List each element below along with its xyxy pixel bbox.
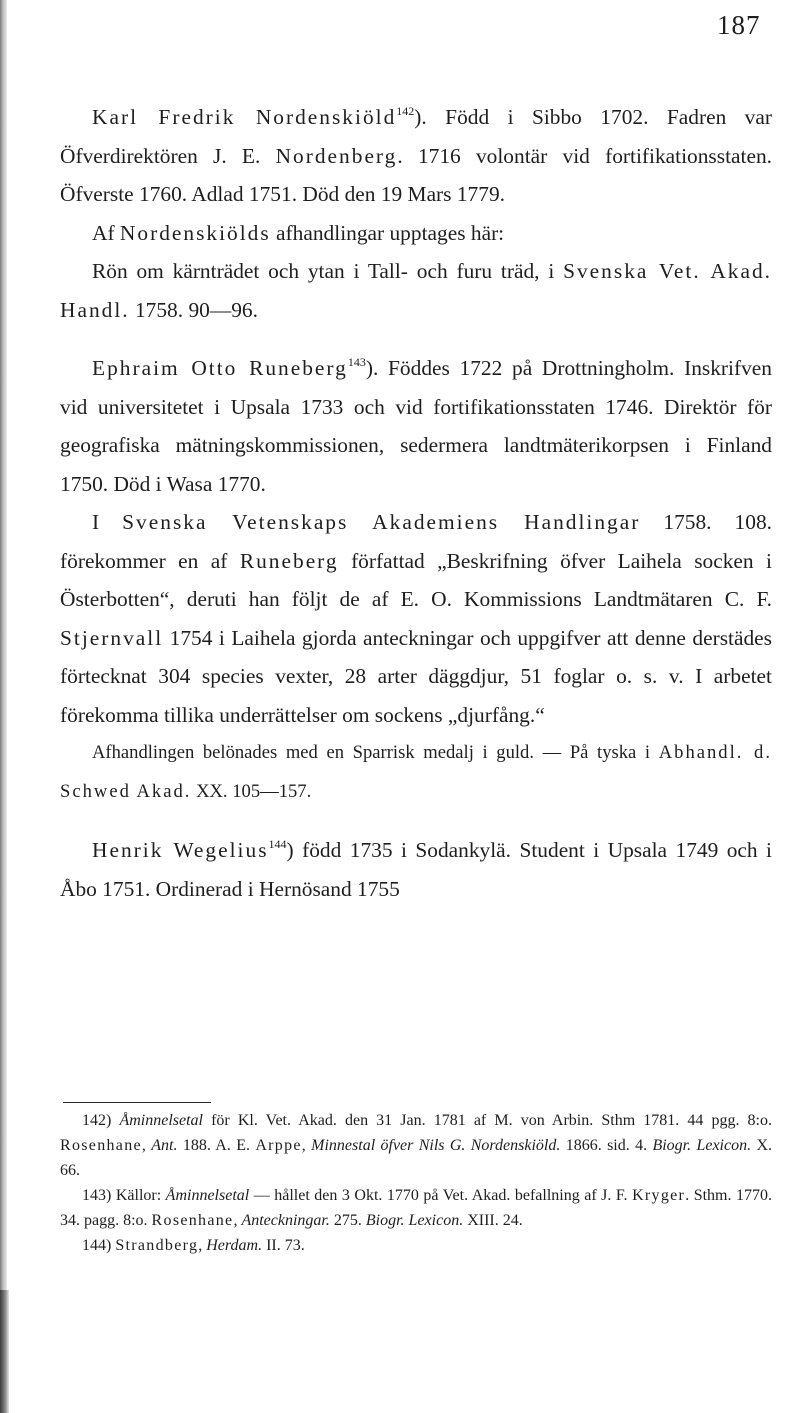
person-name: Nordenskiölds xyxy=(119,220,271,245)
footnote-142: 142) Åminnelsetal för Kl. Vet. Akad. den 31 Jan. 1781 af M. von Arbin. Sthm 1781. 44 pgg. 8:o. Rosenhane, Ant. 188. A. E. Arppe, Minnestal öfver Nils G. Nordenskiöld. 1866. sid. 4. Biogr. Lexicon. X. 66. xyxy=(60,1112,773,1179)
entry-runeberg: Ephraim Otto Runeberg$^{143}$). Föddes 1722 på Drottningholm. Inskrifven vid universitetet i Upsala 1733 och vid fortifikationsstaten 1746. Direktör för geografiska mätningskommissionen, sedermera landtmäterikorpsen i Finland 1750. Död i Wasa 1770. xyxy=(60,355,772,496)
footnote-number: 144) xyxy=(82,1237,112,1254)
entry-nordenskiold: Karl Fredrik Nordenskiöld$^{142}$). Född i Sibbo 1702. Fadren var Öfverdirektören J. E. Nordenberg. 1716 volontär vid fortifikationsstaten. Öfverste 1760. Adlad 1751. Död den 19 Mars 1779. xyxy=(60,104,772,206)
footnote-ref: 143 xyxy=(347,355,366,369)
book-spine-shadow-lower xyxy=(0,1290,9,1413)
person-name: Runeberg xyxy=(239,548,339,573)
person-name: Stjernvall xyxy=(60,625,164,650)
page-number: 187 xyxy=(717,10,761,40)
footnote-ref: 144 xyxy=(268,837,287,851)
runeberg-works: I Svenska Vetenskaps Akademiens Handlingar 1758. 108. förekommer en af Runeberg författad „Beskrifning öfver Laihela socken i Österbotten“, deruti han följt de af E. O. Kommissions Landtmätaren C. F. Stjernvall 1754 i Laihela gjorda anteckningar och uppgifver att denne derstädes förtecknat 304 species vexter, 28 arter däggdjur, 51 foglar o. s. v. I arbetet förekomma tillika underrättelser om sockens „djurfång.“ xyxy=(60,510,772,727)
journal-title: Abhandl. d. Schwed Akad. xyxy=(60,742,772,802)
work-entry: Rön om kärnträdet och ytan i Tall- och furu träd, i Svenska Vet. Akad. Handl. 1758. 90—96. xyxy=(60,259,772,322)
footnote-divider xyxy=(63,1102,211,1103)
footnote-143: 143) Källor: Åminnelsetal — hållet den 3 Okt. 1770 på Vet. Akad. befallning af J. F. Kryger. Sthm. 1770. 34. pagg. 8:o. Rosenhane, Anteckningar. 275. Biogr. Lexicon. XIII. 24. xyxy=(60,1187,772,1229)
footnote-number: 143) xyxy=(82,1187,112,1204)
footnote-number: 142) xyxy=(82,1112,112,1129)
person-name: Nordenberg xyxy=(275,143,398,168)
person-name: Ephraim Otto Runeberg xyxy=(92,356,348,380)
person-name: Karl Fredrik Nordenskiöld xyxy=(92,105,397,129)
works-intro: Af Nordenskiölds afhandlingar upptages här: xyxy=(92,220,505,245)
book-spine-shadow xyxy=(0,0,7,1413)
journal-title: Svenska Vetenskaps Akademiens Handlingar xyxy=(122,510,641,534)
footnote-ref: 142 xyxy=(396,104,415,118)
person-name: Henrik Wegelius xyxy=(92,838,269,862)
runeberg-award: Afhandlingen belönades med en Sparrisk medalj i guld. — På tyska i Abhandl. d. Schwed Akad. XX. 105—157. xyxy=(60,742,772,802)
journal-title: Svenska Vet. Akad. Handl. xyxy=(60,259,772,322)
footnotes xyxy=(60,1108,772,1258)
footnote-144: 144) Strandberg, Herdam. II. 73. xyxy=(82,1237,305,1254)
entry-wegelius: Henrik Wegelius$^{144}$) född 1735 i Sodankylä. Student i Upsala 1749 och i Åbo 1751. Ordinerad i Hernösand 1755 xyxy=(60,837,772,901)
main-text xyxy=(60,98,772,908)
